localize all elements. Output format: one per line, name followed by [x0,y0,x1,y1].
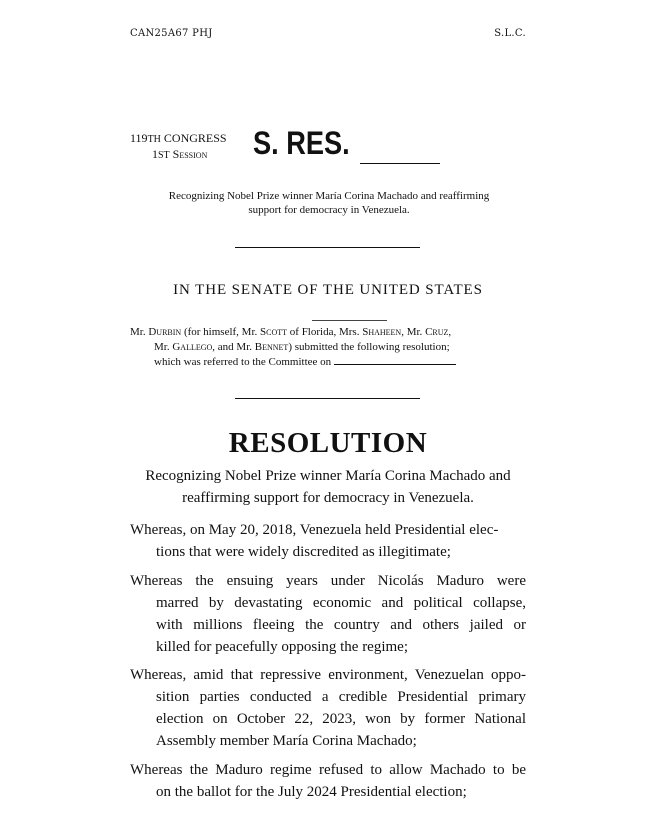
congress-number: 119 [130,131,148,145]
sponsor-durbin: Durbin [148,326,182,338]
whereas-clause [130,664,526,752]
sponsor-shaheen: Shaheen [362,326,402,338]
sponsor-cruz: Cruz [425,326,449,338]
clause-line: marred by devastating economic and political collapse, [156,595,526,611]
congress-session [130,131,242,163]
whereas-clause [130,759,526,803]
congress-suffix: TH [147,134,161,145]
congress-word: CONGRESS [163,131,227,145]
clause-line: Whereas the ensuing years under Nicolás Maduro were [130,573,526,589]
long-title-line: reaffirming support for democracy in Venezuela. [182,490,474,506]
divider-short [312,320,387,321]
short-title-line: Recognizing Nobel Prize winner María Corina Machado and reaffirming [168,190,490,202]
sponsor-text: , and Mr. [212,341,255,353]
resolution-heading: RESOLUTION [228,427,428,459]
sponsor-text: (for himself, Mr. [181,326,261,338]
sponsor-text: , [448,326,452,338]
sponsor-text: , Mr. [401,326,426,338]
sponsor-text: Mr. [130,326,149,338]
clause-line: Whereas, on May 20, 2018, Venezuela held Presidential elec- [130,522,499,538]
clause-line: on the ballot for the July 2024 Presidential election; [156,784,467,800]
sponsor-bennet: Bennet [254,341,289,353]
sponsor-gallego: Gallego [172,341,213,353]
committee-blank [334,364,456,365]
short-title-line: support for democracy in Venezuela. [248,204,410,216]
divider [235,247,420,248]
sponsors-paragraph [130,325,526,370]
bill-code: CAN25A67 PHJ [130,28,213,39]
committee-referral: which was referred to the Committee on [154,356,334,368]
clause-line: election on October 22, 2023, won by former National [156,711,526,727]
long-title-line: Recognizing Nobel Prize winner María Corina Machado and [145,468,511,484]
sponsor-text: of Florida, Mrs. [287,326,363,338]
clause-line: Assembly member María Corina Machado; [156,733,417,749]
office-code: S.L.C. [494,28,526,39]
sponsor-text: Mr. [154,341,173,353]
clause-line: Whereas, amid that repressive environment, Venezuelan oppo- [130,667,526,683]
chamber-heading: IN THE SENATE OF THE UNITED STATES [173,282,483,298]
clause-line: Whereas the Maduro regime refused to allow Machado to be [130,762,526,778]
clause-line: killed for peacefully opposing the regime; [156,639,409,655]
bill-type: S. RES. [253,125,350,161]
session-suffix: ST [158,150,170,161]
whereas-clause [130,519,526,563]
clause-line: sition parties conducted a credible Presidential primary [156,689,526,705]
clause-line: tions that were widely discredited as illegitimate; [156,544,451,560]
session-number: 1 [152,147,158,161]
sponsor-text: ) submitted the following resolution; [288,341,450,353]
whereas-clause [130,570,526,658]
long-title [130,465,526,509]
sponsor-scott: Scott [260,326,288,338]
session-word: Session [172,147,208,161]
bill-number-blank [360,163,440,164]
divider [235,398,420,399]
clause-line: with millions fleeing the country and others jailed or [156,617,526,633]
short-title [140,189,518,217]
